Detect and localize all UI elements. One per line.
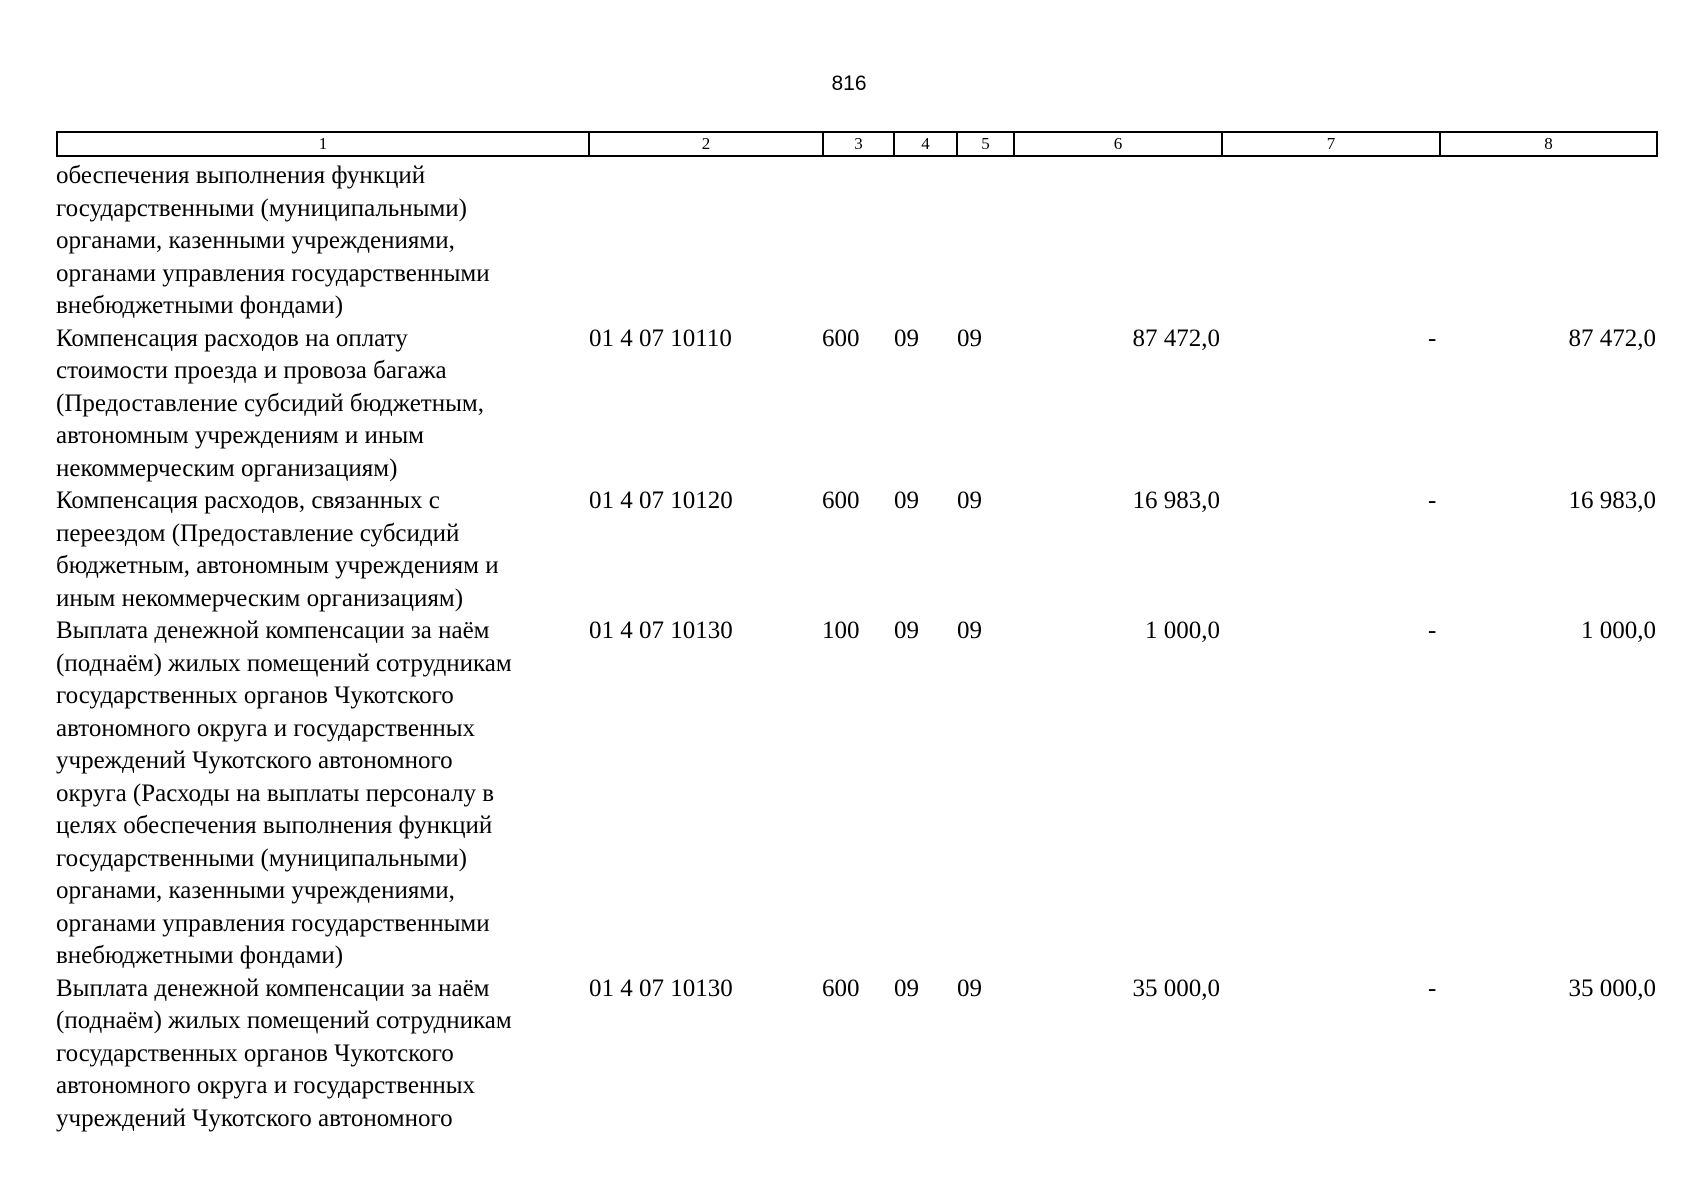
expense-name: Компенсация расходов, связанных с переездом (Предоставление субсидий бюджетным, автономным учреждениям и иным некоммерческим организациям) (56, 487, 499, 612)
target-article-code: 01 4 07 10130 (589, 617, 733, 644)
section-code: 09 (894, 974, 919, 1002)
amount-column-7: - (1428, 617, 1437, 644)
amount-column-8: 35 000,0 (1568, 974, 1656, 1002)
amount-column-6: 16 983,0 (1132, 487, 1220, 514)
target-article-code: 01 4 07 10120 (589, 487, 733, 514)
table-row (56, 973, 1656, 1136)
expense-name: обеспечения выполнения функций государственными (муниципальными) органами, казенными учреждениями, органами управления государственными внебюджетными фондами) (56, 162, 490, 319)
table-row (56, 160, 1656, 323)
table-row (56, 485, 1656, 615)
amount-column-8: 16 983,0 (1568, 487, 1656, 514)
column-header-4: 4 (894, 132, 957, 156)
column-header-6: 6 (1014, 132, 1222, 156)
amount-column-8: 87 472,0 (1568, 324, 1656, 352)
expense-type: 100 (822, 617, 860, 644)
column-header-8: 8 (1440, 132, 1657, 156)
amount-column-7: - (1428, 974, 1437, 1002)
expense-name: Компенсация расходов на оплату стоимости проезда и провоза багажа (Предоставление субсидий бюджетным, автономным учреждениям и иным некоммерческим организациям) (56, 324, 484, 482)
amount-column-6: 87 472,0 (1132, 324, 1220, 352)
column-number-header (56, 131, 1658, 157)
column-header-3: 3 (823, 132, 894, 156)
amount-column-8: 1 000,0 (1581, 617, 1656, 644)
amount-column-7: - (1428, 487, 1437, 514)
page-number: 816 (831, 72, 867, 95)
subsection-code: 09 (957, 487, 982, 514)
expense-name: Выплата денежной компенсации за наём (поднаём) жилых помещений сотрудникам государственных органов Чукотского автономного округа и государственных учреждений Чукотского автономного (56, 974, 512, 1132)
column-header-1: 1 (57, 132, 589, 156)
target-article-code: 01 4 07 10130 (589, 974, 733, 1002)
amount-column-7: - (1428, 324, 1437, 352)
column-header-7: 7 (1222, 132, 1440, 156)
subsection-code: 09 (957, 617, 982, 644)
subsection-code: 09 (957, 324, 982, 352)
table-row (56, 323, 1656, 486)
expense-name: Выплата денежной компенсации за наём (поднаём) жилых помещений сотрудникам государственных органов Чукотского автономного округа и государственных учреждений Чукотского автономного округа (Расходы на выплаты персоналу в целях обеспечения выполнения функций государственными (муниципальными) органами, казенными учреждениями, органами управления государственными внебюджетными фондами) (56, 617, 512, 969)
amount-column-6: 1 000,0 (1145, 617, 1220, 644)
expense-type: 600 (822, 487, 860, 514)
column-header-5: 5 (957, 132, 1014, 156)
amount-column-6: 35 000,0 (1132, 974, 1220, 1002)
expense-type: 600 (822, 974, 860, 1002)
table-row (56, 615, 1656, 973)
section-code: 09 (894, 617, 919, 644)
table-body (56, 160, 1656, 1135)
subsection-code: 09 (957, 974, 982, 1002)
expense-type: 600 (822, 324, 860, 352)
target-article-code: 01 4 07 10110 (589, 324, 732, 352)
column-header-2: 2 (589, 132, 823, 156)
section-code: 09 (894, 487, 919, 514)
section-code: 09 (894, 324, 919, 352)
